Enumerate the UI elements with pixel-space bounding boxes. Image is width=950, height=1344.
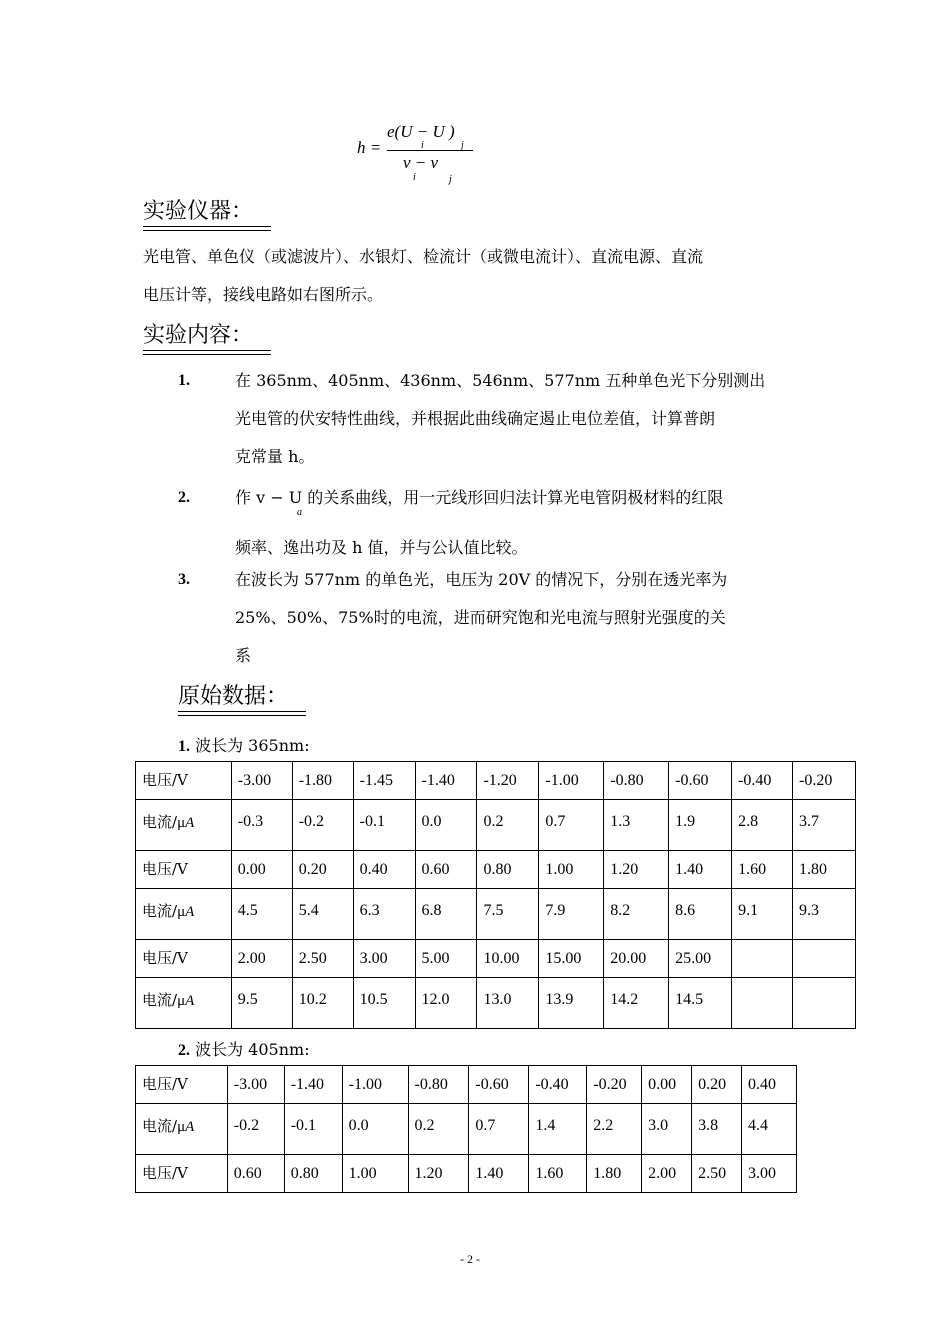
table-cell: 0.60 [415,851,477,889]
voltage-row [136,940,856,978]
item-2-number: 2. [178,489,190,506]
table-cell: 5.00 [415,940,477,978]
item-3-line: 25%、50%、75%时的电流，进而研究饱和光电流与照射光强度的关 [235,608,726,627]
item-3-line: 系 [235,646,252,665]
table-cell: 4.4 [742,1104,797,1155]
voltage-row-label: 电压/V [136,1155,228,1193]
table-cell: -0.60 [469,1066,529,1104]
table-cell: -0.1 [284,1104,342,1155]
voltage-row-label: 电压/V [136,762,232,800]
current-label-text: 电流/ [142,1117,178,1135]
table-cell: 2.00 [231,940,292,978]
table-2-number: 2. [178,1042,190,1059]
table-cell: 1.4 [529,1104,587,1155]
voltage-row [136,1155,797,1193]
table-cell: 9.3 [793,889,856,940]
heading-underline [143,354,271,355]
table-cell: 0.40 [353,851,415,889]
table-cell: 0.2 [408,1104,469,1155]
table-cell: -0.60 [669,762,732,800]
table-cell [732,940,793,978]
table-cell: 20.00 [604,940,669,978]
content-item-1 [235,362,810,476]
item-2-sub-a: a [297,507,302,518]
table-cell: -1.45 [353,762,415,800]
table-cell: 14.5 [669,978,732,1029]
current-row-label [136,978,232,1029]
table-cell: 1.00 [539,851,604,889]
current-unit-mu: μ [177,993,186,1009]
table-cell: 2.50 [292,940,353,978]
heading-underline [143,226,271,227]
table-365nm [135,761,856,1029]
table-cell [793,978,856,1029]
current-unit-a: A [185,815,195,831]
voltage-row [136,1066,797,1104]
planck-formula [355,118,495,190]
table-cell: 13.9 [539,978,604,1029]
voltage-row [136,762,856,800]
table-cell: 1.9 [669,800,732,851]
current-unit-a: A [185,904,195,920]
table-2-caption: 波长为 405nm: [195,1040,310,1059]
current-unit-a: A [185,1119,195,1135]
voltage-row-label: 电压/V [136,851,232,889]
table-cell: 2.50 [692,1155,742,1193]
table-cell: -1.80 [292,762,353,800]
table-cell: 7.5 [477,889,539,940]
table-cell: 0.00 [231,851,292,889]
content-heading: 实验内容： [143,323,254,348]
voltage-row-label: 电压/V [136,1066,228,1104]
table-cell: 1.20 [604,851,669,889]
table-cell: 2.8 [732,800,793,851]
table-cell: 4.5 [231,889,292,940]
current-unit-mu: μ [177,904,186,920]
table-cell: -0.20 [793,762,856,800]
table-cell: -0.80 [604,762,669,800]
heading-underline [143,350,271,351]
current-unit-mu: μ [177,815,186,831]
current-row [136,889,856,940]
heading-underline [178,711,306,712]
page-number: - 2 - [460,1252,480,1266]
table-cell: 10.5 [353,978,415,1029]
table-1-number: 1. [178,738,190,755]
table-cell: 9.5 [231,978,292,1029]
item-3-number: 3. [178,571,190,588]
formula-num-sub-j: j [461,140,464,151]
table-cell: 3.00 [742,1155,797,1193]
current-label-text: 电流/ [142,991,178,1009]
table-cell: 14.2 [604,978,669,1029]
instruments-line-1: 光电管、单色仪（或滤波片）、水银灯、检流计（或微电流计）、直流电源、直流 [143,247,704,266]
table-cell [732,978,793,1029]
voltage-row-label: 电压/V [136,940,232,978]
table-cell: -0.40 [732,762,793,800]
table-cell: 25.00 [669,940,732,978]
table-cell [793,940,856,978]
table-cell: -1.00 [539,762,604,800]
current-unit-a: A [185,993,195,1009]
formula-den-sub-j: j [449,174,452,185]
item-3-line: 在波长为 577nm 的单色光，电压为 20V 的情况下，分别在透光率为 [235,570,728,589]
table-cell: 0.40 [742,1066,797,1104]
table-cell: 3.00 [353,940,415,978]
table-cell: -0.3 [231,800,292,851]
item-1-line: 在 365nm、405nm、436nm、546nm、577nm 五种单色光下分别测出 [235,371,766,390]
formula-lhs: h = [357,138,382,157]
table-cell: 2.00 [642,1155,692,1193]
table-cell: -1.40 [415,762,477,800]
table-cell: -0.40 [529,1066,587,1104]
table-cell: 7.9 [539,889,604,940]
table-1-title [178,733,310,756]
table-2-title [178,1037,310,1060]
table-cell: 0.0 [415,800,477,851]
current-row [136,800,856,851]
table-cell: 1.60 [529,1155,587,1193]
table-cell: -0.2 [292,800,353,851]
table-cell: 3.7 [793,800,856,851]
table-cell: -0.1 [353,800,415,851]
table-cell: -0.80 [408,1066,469,1104]
table-cell: 0.0 [342,1104,408,1155]
table-cell: 0.20 [692,1066,742,1104]
table-cell: -3.00 [227,1066,284,1104]
table-cell: 6.3 [353,889,415,940]
heading-underline [143,230,271,231]
table-cell: 0.7 [469,1104,529,1155]
table-cell: 9.1 [732,889,793,940]
table-cell: 3.8 [692,1104,742,1155]
current-row [136,978,856,1029]
formula-denominator: v − v [403,153,439,172]
current-unit-mu: μ [177,1119,186,1135]
item-2-line: 频率、逸出功及 h 值，并与公认值比较。 [235,538,528,557]
table-cell: -3.00 [231,762,292,800]
table-cell: 8.6 [669,889,732,940]
table-cell: 1.3 [604,800,669,851]
table-cell: 10.2 [292,978,353,1029]
item-2-line: 作 v − U 的关系曲线，用一元线形回归法计算光电管阴极材料的红限 [235,488,724,507]
table-cell: 0.00 [642,1066,692,1104]
table-cell: 6.8 [415,889,477,940]
table-cell: 5.4 [292,889,353,940]
current-row-label [136,1104,228,1155]
instruments-heading: 实验仪器： [143,199,254,224]
table-cell: -1.20 [477,762,539,800]
current-row-label [136,800,232,851]
item-1-line: 光电管的伏安特性曲线，并根据此曲线确定遏止电位差值，计算普朗 [235,409,716,428]
content-item-3 [235,561,810,675]
table-cell: -1.00 [342,1066,408,1104]
table-cell: 0.20 [292,851,353,889]
table-cell: 1.00 [342,1155,408,1193]
content-item-2 [235,479,810,567]
current-label-text: 电流/ [142,813,178,831]
table-cell: 0.80 [284,1155,342,1193]
table-cell: 1.40 [469,1155,529,1193]
table-cell: 0.80 [477,851,539,889]
fraction-bar [387,150,473,151]
current-row-label [136,889,232,940]
table-cell: 0.2 [477,800,539,851]
formula-den-sub-i: i [413,172,416,183]
table-cell: 1.40 [669,851,732,889]
table-cell: 8.2 [604,889,669,940]
voltage-row [136,851,856,889]
table-cell: 2.2 [587,1104,642,1155]
raw-data-heading: 原始数据： [178,684,289,709]
table-cell: 13.0 [477,978,539,1029]
table-cell: 10.00 [477,940,539,978]
current-row [136,1104,797,1155]
table-1-caption: 波长为 365nm: [195,736,310,755]
formula-num-sub-i: i [421,140,424,151]
heading-underline [178,715,306,716]
table-cell: 1.80 [793,851,856,889]
table-cell: 1.60 [732,851,793,889]
table-cell: -0.20 [587,1066,642,1104]
instruments-line-2: 电压计等，接线电路如右图所示。 [143,285,384,304]
table-cell: 1.20 [408,1155,469,1193]
item-1-line: 克常量 h。 [235,447,315,466]
table-cell: 0.7 [539,800,604,851]
table-cell: 1.80 [587,1155,642,1193]
table-405nm [135,1065,797,1193]
item-1-number: 1. [178,372,190,389]
table-cell: 0.60 [227,1155,284,1193]
table-cell: 15.00 [539,940,604,978]
formula-numerator: e(U − U ) [387,122,455,141]
table-cell: 12.0 [415,978,477,1029]
table-cell: -0.2 [227,1104,284,1155]
table-cell: -1.40 [284,1066,342,1104]
current-label-text: 电流/ [142,902,178,920]
table-cell: 3.0 [642,1104,692,1155]
